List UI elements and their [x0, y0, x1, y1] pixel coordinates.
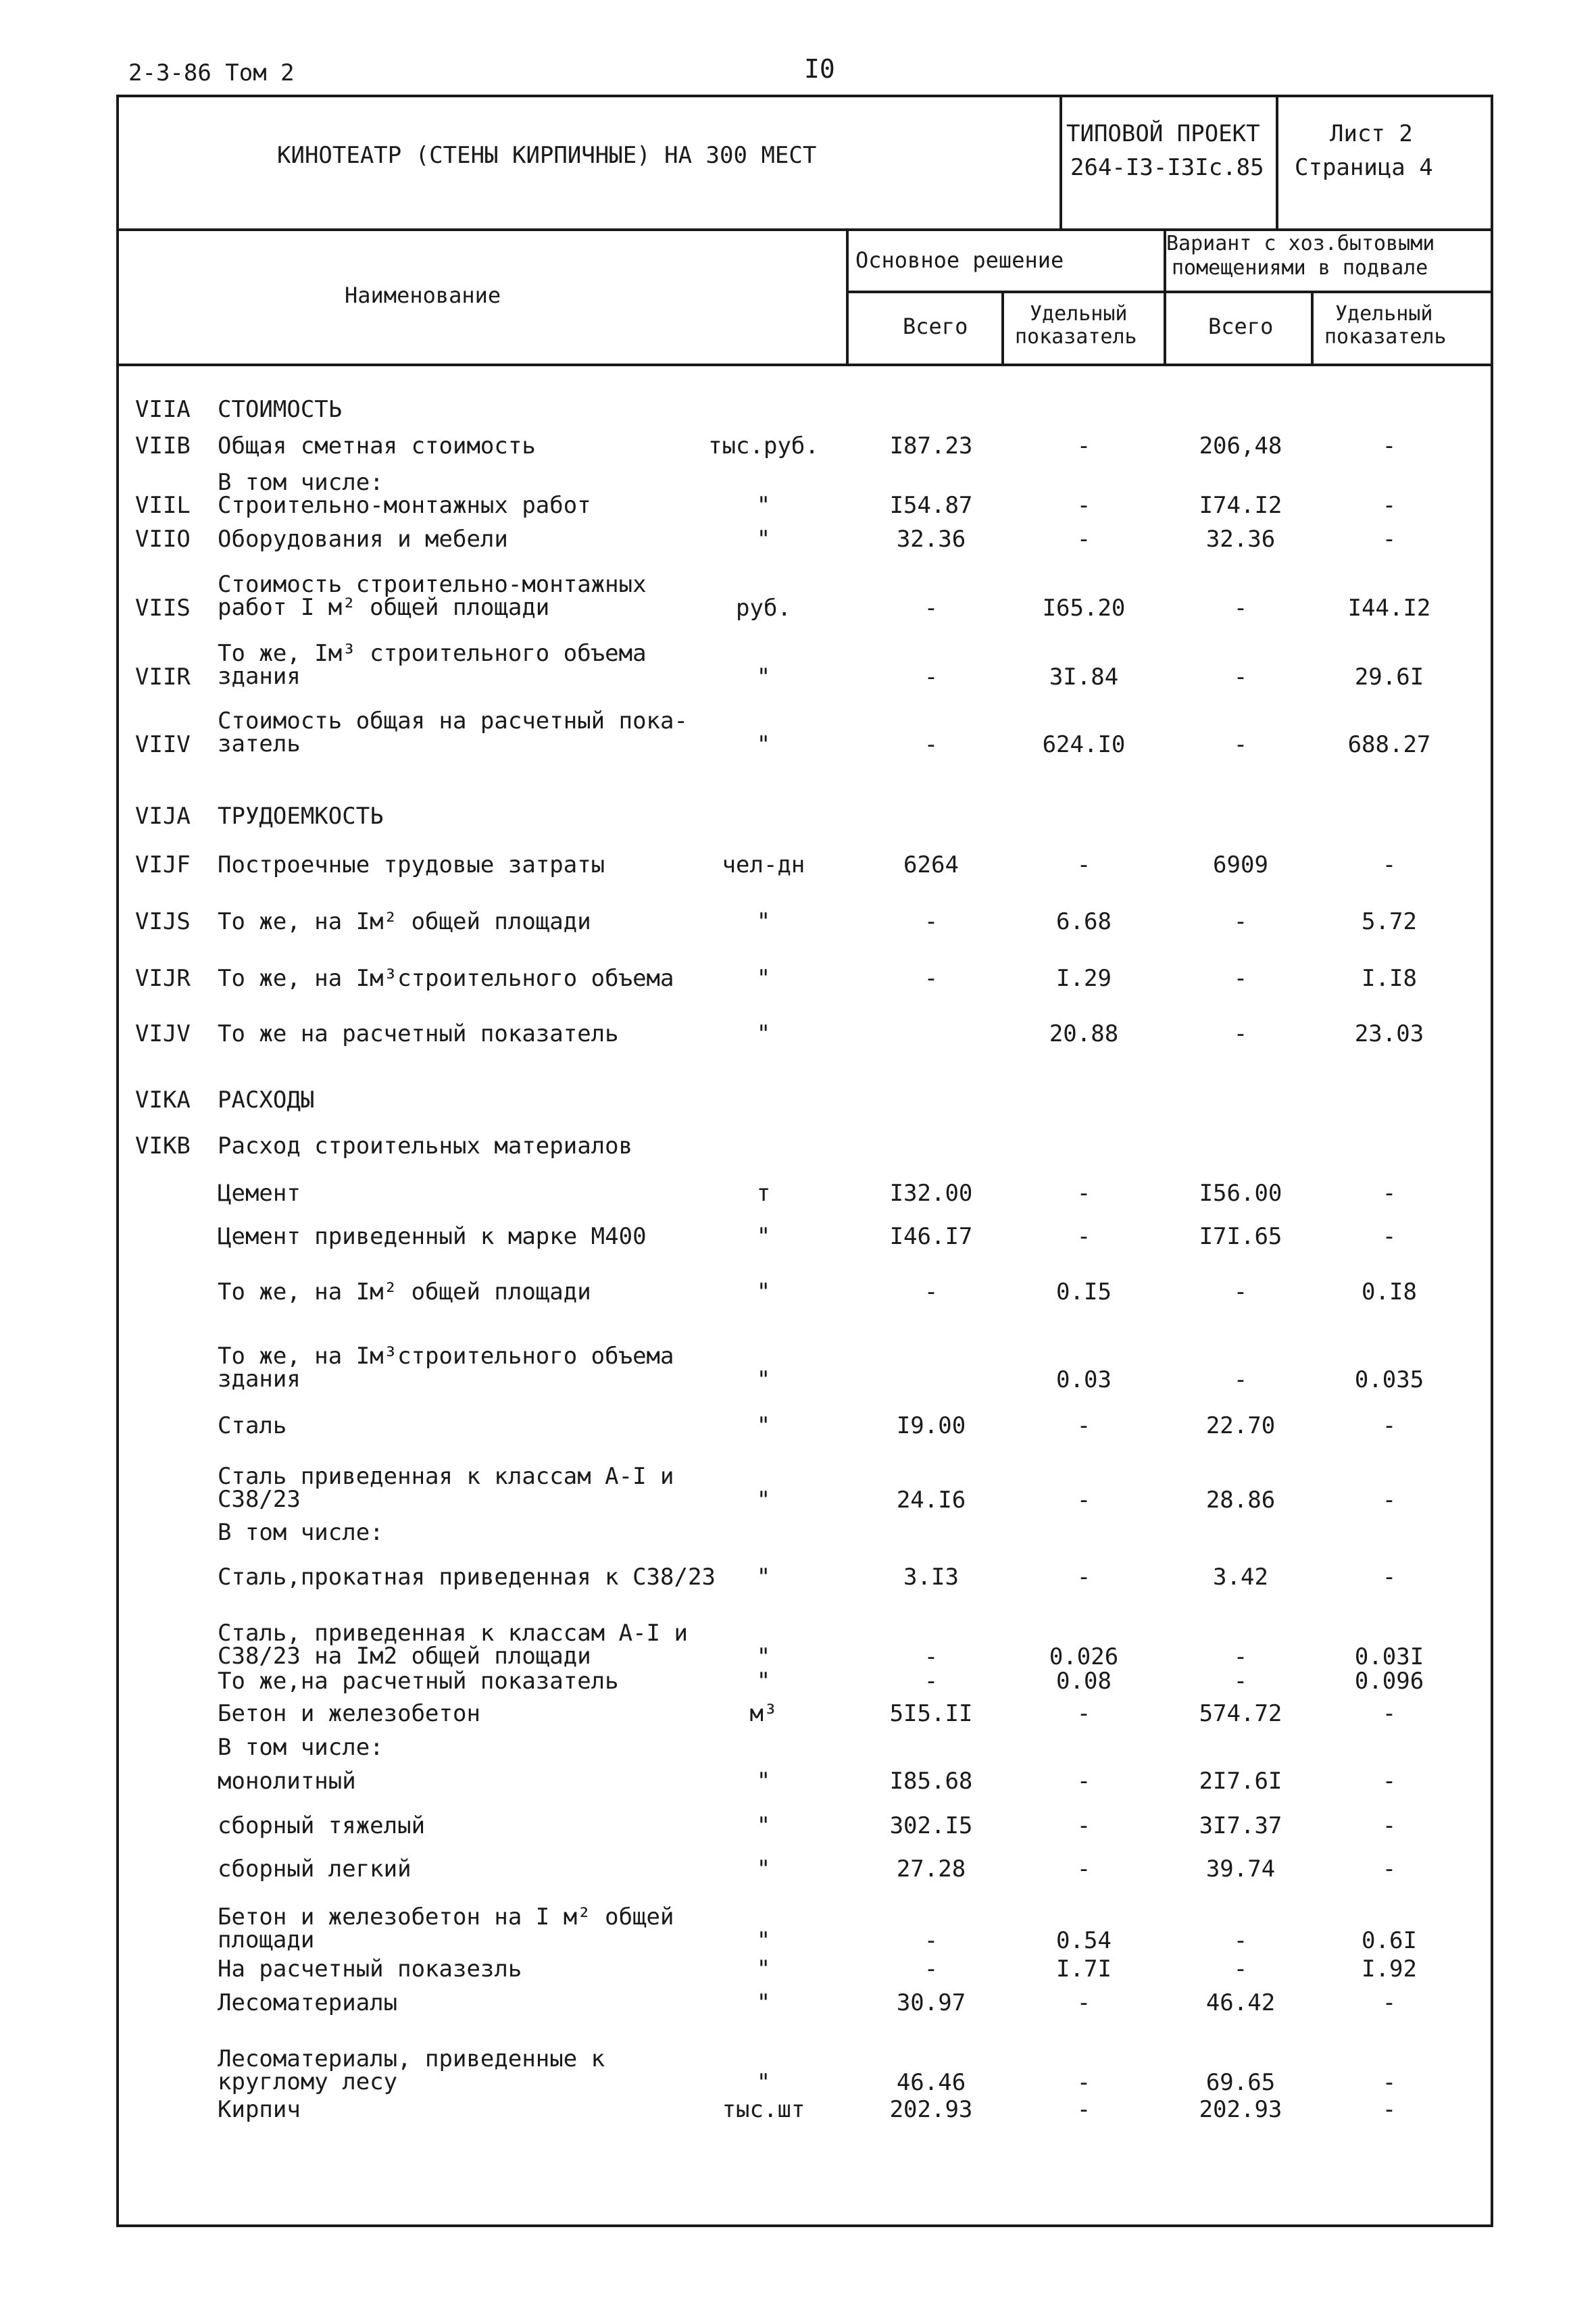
row-main-total: 202.93: [889, 2096, 973, 2123]
row-main-specific: I.29: [1056, 965, 1112, 992]
row-main-total: -: [924, 664, 939, 691]
table-row: [0, 1669, 1596, 1699]
row-main-specific: -: [1076, 1700, 1091, 1727]
row-name: Сталь, приведенная к классам А-I и С38/23 на Iм2 общей площади: [218, 1620, 688, 1670]
table-row: [0, 1134, 1596, 1164]
specific2-header-line1: Удельный: [1335, 302, 1433, 326]
row-main-specific: 20.88: [1049, 1020, 1119, 1047]
row-name: Бетон и железобетон на I м² общей площади: [218, 1903, 674, 1953]
row-variant-specific: 23.03: [1354, 1020, 1424, 1047]
table-row: [0, 2045, 1596, 2096]
row-main-total: -: [924, 1956, 939, 1983]
row-unit: ": [756, 1223, 771, 1250]
row-name: Построечные трудовые затраты: [218, 851, 605, 878]
table-row: [0, 2097, 1596, 2127]
row-variant-total: 28.86: [1205, 1487, 1276, 1514]
table-row: [0, 1022, 1596, 1051]
row-main-total: -: [924, 595, 939, 622]
column-name-header: Наименование: [345, 282, 501, 308]
row-main-specific: -: [1076, 1768, 1091, 1795]
row-name: Кирпич: [218, 2096, 301, 2123]
row-main-total: 302.I5: [889, 1812, 973, 1839]
row-variant-specific: -: [1382, 1223, 1397, 1250]
row-variant-total: I7I.65: [1199, 1223, 1282, 1250]
table-row: [0, 853, 1596, 882]
row-main-specific: -: [1076, 2069, 1091, 2096]
row-variant-total: 39.74: [1205, 1856, 1276, 1883]
row-code: VIIR: [135, 664, 191, 691]
row-variant-specific: 0.I8: [1362, 1278, 1417, 1305]
row-main-specific: -: [1076, 1812, 1091, 1839]
row-main-total: I54.87: [889, 492, 973, 519]
table-row: [0, 397, 1596, 427]
row-variant-specific: -: [1382, 851, 1397, 878]
row-code: VIJS: [135, 908, 191, 935]
row-variant-specific: -: [1382, 1812, 1397, 1839]
document-reference: 2-3-86 Том 2: [128, 59, 295, 86]
row-variant-total: -: [1233, 664, 1248, 691]
row-variant-specific: -: [1382, 1564, 1397, 1591]
row-name: Расход строительных материалов: [218, 1132, 633, 1160]
row-name: То же, на Iм³строительного объема здания: [218, 1343, 674, 1393]
col-divider-main: [1001, 291, 1004, 365]
table-row: [0, 527, 1596, 557]
row-code: VIJR: [135, 965, 191, 992]
table-row: [0, 1520, 1596, 1550]
row-variant-specific: -: [1382, 1700, 1397, 1727]
table-row: [0, 1857, 1596, 1887]
row-main-total: I46.I7: [889, 1223, 973, 1250]
table-row: [0, 571, 1596, 622]
row-variant-total: 46.42: [1205, 1989, 1276, 2016]
project-code: 264-I3-I3Iс.85: [1070, 154, 1264, 181]
row-variant-specific: -: [1382, 2096, 1397, 2123]
row-name: В том числе:: [218, 1734, 384, 1761]
row-main-specific: -: [1076, 1223, 1091, 1250]
row-main-total: -: [924, 1927, 939, 1954]
row-main-specific: -: [1076, 432, 1091, 459]
row-name: ТРУДОЕМКОСТЬ: [218, 803, 384, 830]
row-code: VIIS: [135, 595, 191, 622]
row-main-specific: -: [1076, 526, 1091, 553]
row-variant-total: 69.65: [1205, 2069, 1276, 2096]
row-main-total: I85.68: [889, 1768, 973, 1795]
row-name: СТОИМОСТЬ: [218, 396, 343, 423]
row-main-total: -: [924, 1278, 939, 1305]
row-unit: ": [756, 526, 771, 553]
row-main-total: 27.28: [896, 1856, 966, 1883]
row-variant-specific: 0.6I: [1362, 1927, 1417, 1954]
row-name: То же на расчетный показатель: [218, 1020, 619, 1047]
specific-header-line2: показатель: [1015, 325, 1137, 349]
row-variant-total: -: [1233, 731, 1248, 758]
row-variant-total: -: [1233, 908, 1248, 935]
row-name: Строительно-монтажных работ: [218, 492, 591, 519]
row-variant-total: -: [1233, 965, 1248, 992]
row-name: Сталь: [218, 1412, 287, 1439]
row-variant-total: 3.42: [1213, 1564, 1268, 1591]
row-code: VIIL: [135, 492, 191, 519]
table-row: [0, 1343, 1596, 1393]
row-variant-specific: 688.27: [1347, 731, 1431, 758]
row-unit: ": [756, 2069, 771, 2096]
row-unit: ": [756, 1668, 771, 1695]
row-main-total: -: [924, 965, 939, 992]
document-title: КИНОТЕАТР (СТЕНЫ КИРПИЧНЫЕ) НА 300 МЕСТ: [277, 142, 817, 169]
subheader-divider: [847, 291, 1493, 293]
row-unit: тыс.шт: [722, 2096, 805, 2123]
table-row: [0, 493, 1596, 523]
specific2-header-line2: показатель: [1324, 325, 1447, 349]
row-name: Бетон и железобетон: [218, 1700, 480, 1727]
row-variant-total: I56.00: [1199, 1180, 1282, 1207]
row-main-specific: 0.08: [1056, 1668, 1112, 1695]
row-unit: ": [756, 1768, 771, 1795]
row-variant-specific: I.92: [1362, 1956, 1417, 1983]
row-main-total: I32.00: [889, 1180, 973, 1207]
row-main-specific: I65.20: [1042, 595, 1126, 622]
row-main-specific: -: [1076, 851, 1091, 878]
row-name: То же, на Iм³строительного объема: [218, 965, 674, 992]
row-code: VIJV: [135, 1020, 191, 1047]
row-unit: чел-дн: [722, 851, 805, 878]
row-unit: руб.: [736, 595, 791, 622]
row-unit: ": [756, 1927, 771, 1954]
row-unit: м³: [749, 1700, 778, 1727]
row-name: Сталь,прокатная приведенная к С38/23: [218, 1564, 716, 1591]
table-row: [0, 966, 1596, 996]
row-main-specific: 0.54: [1056, 1927, 1112, 1954]
row-main-specific: -: [1076, 2096, 1091, 2123]
row-main-total: -: [924, 908, 939, 935]
row-unit: ": [756, 1989, 771, 2016]
sheet-label: Лист 2: [1330, 120, 1413, 147]
row-main-total: 30.97: [896, 1989, 966, 2016]
table-row: [0, 1088, 1596, 1118]
row-code: VIJA: [135, 803, 191, 830]
row-variant-specific: -: [1382, 492, 1397, 519]
row-variant-specific: 5.72: [1362, 908, 1417, 935]
main-solution-header: Основное решение: [855, 247, 1064, 273]
row-name: Стоимость строительно-монтажных работ I м² общей площади: [218, 571, 647, 621]
variant-header-line1: Вариант с хоз.бытовыми: [1166, 232, 1435, 255]
row-code: VIIA: [135, 396, 191, 423]
row-unit: ": [756, 1812, 771, 1839]
row-variant-total: 202.93: [1199, 2096, 1282, 2123]
row-main-specific: 0.026: [1049, 1643, 1119, 1670]
header-divider: [116, 228, 1493, 231]
row-unit: ": [756, 1856, 771, 1883]
total2-header: Всего: [1208, 314, 1274, 339]
row-unit: ": [756, 1643, 771, 1670]
row-variant-specific: 0.096: [1354, 1668, 1424, 1695]
row-main-total: -: [924, 731, 939, 758]
row-name: На расчетный показезль: [218, 1956, 522, 1983]
row-name: Цемент приведенный к марке М400: [218, 1223, 647, 1250]
table-row: [0, 1903, 1596, 1954]
row-variant-specific: -: [1382, 432, 1397, 459]
row-unit: ": [756, 1278, 771, 1305]
total-header: Всего: [903, 314, 968, 339]
row-main-specific: -: [1076, 1487, 1091, 1514]
page-number: I0: [804, 54, 835, 84]
col-divider-name: [846, 228, 849, 365]
row-variant-specific: 29.6I: [1354, 664, 1424, 691]
table-row: [0, 1181, 1596, 1211]
row-main-specific: -: [1076, 1564, 1091, 1591]
row-unit: ": [756, 492, 771, 519]
row-variant-specific: I.I8: [1362, 965, 1417, 992]
row-variant-total: -: [1233, 1020, 1248, 1047]
row-variant-specific: -: [1382, 1487, 1397, 1514]
table-row: [0, 1224, 1596, 1254]
row-main-specific: 3I.84: [1049, 664, 1119, 691]
row-main-total: I9.00: [896, 1412, 966, 1439]
row-name: РАСХОДЫ: [218, 1087, 315, 1114]
row-variant-specific: -: [1382, 1412, 1397, 1439]
row-variant-total: -: [1233, 1927, 1248, 1954]
row-variant-total: 206,48: [1199, 432, 1282, 459]
row-main-total: 6264: [903, 851, 959, 878]
row-variant-total: -: [1233, 1668, 1248, 1695]
row-unit: ": [756, 731, 771, 758]
variant-header-line2: помещениями в подвале: [1172, 256, 1428, 280]
row-variant-total: 32.36: [1205, 526, 1276, 553]
row-variant-total: 22.70: [1205, 1412, 1276, 1439]
row-unit: ": [756, 1487, 771, 1514]
row-unit: ": [756, 965, 771, 992]
row-unit: ": [756, 1412, 771, 1439]
row-name: Лесоматериалы, приведенные к круглому лесу: [218, 2045, 605, 2095]
column-header-divider: [116, 364, 1493, 366]
row-variant-total: -: [1233, 1643, 1248, 1670]
table-row: [0, 1814, 1596, 1843]
row-unit: ": [756, 1366, 771, 1393]
row-variant-specific: 0.03I: [1354, 1643, 1424, 1670]
row-variant-total: 6909: [1213, 851, 1268, 878]
row-name: сборный легкий: [218, 1856, 412, 1883]
table-row: [0, 910, 1596, 939]
row-main-specific: -: [1076, 1412, 1091, 1439]
row-main-specific: -: [1076, 492, 1091, 519]
table-row: [0, 1280, 1596, 1310]
row-name: В том числе:: [218, 469, 384, 496]
row-variant-specific: -: [1382, 2069, 1397, 2096]
row-main-total: 32.36: [896, 526, 966, 553]
row-code: VIJF: [135, 851, 191, 878]
table-row: [0, 1620, 1596, 1670]
row-name: Сталь приведенная к классам А-I и С38/23: [218, 1463, 674, 1513]
table-row: [0, 1463, 1596, 1514]
row-variant-total: -: [1233, 1956, 1248, 1983]
table-row: [0, 1565, 1596, 1595]
table-row: [0, 1769, 1596, 1799]
specific-header-line1: Удельный: [1030, 302, 1128, 326]
row-variant-specific: -: [1382, 1180, 1397, 1207]
row-variant-specific: I44.I2: [1347, 595, 1431, 622]
row-name: Оборудования и мебели: [218, 526, 508, 553]
row-main-total: -: [924, 1643, 939, 1670]
row-main-specific: I.7I: [1056, 1956, 1112, 1983]
row-name: То же,на расчетный показатель: [218, 1668, 619, 1695]
page-label: Страница 4: [1295, 154, 1433, 181]
row-main-total: I87.23: [889, 432, 973, 459]
row-name: То же, Iм³ строительного объема здания: [218, 640, 647, 690]
row-variant-total: -: [1233, 1278, 1248, 1305]
row-code: VIIV: [135, 731, 191, 758]
row-variant-specific: -: [1382, 1989, 1397, 2016]
table-row: [0, 1701, 1596, 1731]
row-variant-total: 574.72: [1199, 1700, 1282, 1727]
table-row: [0, 1735, 1596, 1765]
row-main-total: 5I5.II: [889, 1700, 973, 1727]
row-variant-specific: -: [1382, 526, 1397, 553]
row-code: VIKB: [135, 1132, 191, 1160]
row-main-specific: 6.68: [1056, 908, 1112, 935]
table-row: [0, 707, 1596, 758]
row-main-specific: 0.03: [1056, 1366, 1112, 1393]
table-row: [0, 1957, 1596, 1987]
table-row: [0, 1991, 1596, 2020]
row-main-specific: -: [1076, 1856, 1091, 1883]
row-main-total: 24.I6: [896, 1487, 966, 1514]
row-name: Общая сметная стоимость: [218, 432, 536, 459]
row-name: Цемент: [218, 1180, 301, 1207]
title-divider-2: [1276, 95, 1278, 230]
row-main-specific: -: [1076, 1989, 1091, 2016]
row-variant-total: -: [1233, 1366, 1248, 1393]
row-name: Лесоматериалы: [218, 1989, 398, 2016]
col-divider-variant-inner: [1311, 291, 1314, 365]
table-row: [0, 804, 1596, 834]
row-main-total: -: [924, 1668, 939, 1695]
row-main-specific: 624.I0: [1042, 731, 1126, 758]
table-row: [0, 434, 1596, 464]
title-divider-1: [1059, 95, 1062, 230]
row-code: VIKA: [135, 1087, 191, 1114]
row-main-specific: 0.I5: [1056, 1278, 1112, 1305]
row-name: сборный тяжелый: [218, 1812, 426, 1839]
table-row: [0, 1414, 1596, 1443]
row-name: монолитный: [218, 1768, 356, 1795]
row-name: Стоимость общая на расчетный пока- затель: [218, 707, 688, 757]
row-variant-total: -: [1233, 595, 1248, 622]
row-code: VIIO: [135, 526, 191, 553]
row-unit: тыс.руб.: [708, 432, 819, 459]
row-variant-total: 2I7.6I: [1199, 1768, 1282, 1795]
row-unit: т: [756, 1180, 771, 1207]
project-label: ТИПОВОЙ ПРОЕКТ: [1066, 120, 1260, 147]
row-variant-specific: -: [1382, 1768, 1397, 1795]
row-unit: ": [756, 908, 771, 935]
row-variant-specific: -: [1382, 1856, 1397, 1883]
row-unit: ": [756, 1956, 771, 1983]
row-name: То же, на Iм² общей площади: [218, 908, 591, 935]
row-variant-total: I74.I2: [1199, 492, 1282, 519]
row-main-specific: -: [1076, 1180, 1091, 1207]
row-code: VIIB: [135, 432, 191, 459]
row-variant-total: 3I7.37: [1199, 1812, 1282, 1839]
row-main-total: 3.I3: [903, 1564, 959, 1591]
row-main-total: 46.46: [896, 2069, 966, 2096]
row-variant-specific: 0.035: [1354, 1366, 1424, 1393]
row-unit: ": [756, 1564, 771, 1591]
table-row: [0, 640, 1596, 691]
row-unit: ": [756, 1020, 771, 1047]
row-unit: ": [756, 664, 771, 691]
row-name: В том числе:: [218, 1519, 384, 1546]
row-name: То же, на Iм² общей площади: [218, 1278, 591, 1305]
